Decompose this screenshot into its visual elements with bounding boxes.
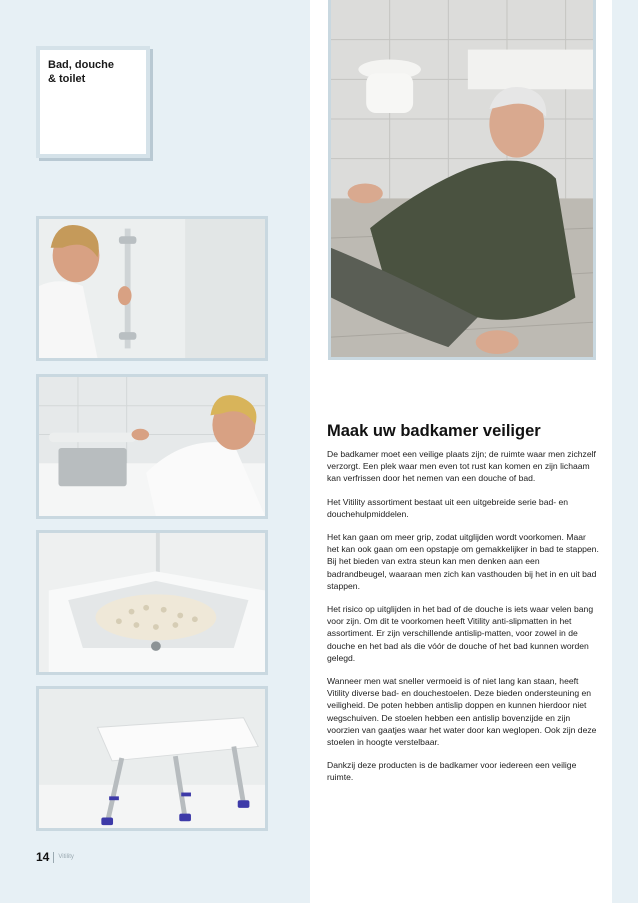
page-number: 14 (36, 850, 50, 864)
article-paragraph: Het risico op uitglijden in het bad of de douche is iets waar velen bang voor zijn. Om dit te voorkomen heeft Vitility anti-slipmatten in het assortiment. Er zijn verschillende antislip-matten, voor zowel in de douche en het bad als die vóór de douche of het bad kunnen worden gelegd. (327, 604, 594, 663)
hero-photo-fallen-man (328, 0, 596, 360)
category-label: Bad, douche & toilet (48, 59, 115, 85)
page-footer (36, 850, 74, 864)
category-card (36, 46, 150, 158)
article (327, 420, 599, 795)
article-paragraph: De badkamer moet een veilige plaats zijn; de ruimte waar men zichzelf verzorgt. Een plek waar men even tot rust kan komen en zijn lichaam kan verfrissen door het nemen van een douche of bad. (327, 449, 596, 484)
footer-divider (53, 852, 54, 863)
right-margin-strip (612, 0, 638, 903)
article-paragraph: Dankzij deze producten is de badkamer voor iedereen een veilige ruimte. (327, 760, 577, 783)
article-paragraph: Wanneer men wat sneller vermoeid is of niet lang kan staan, heeft Vitility diverse bad- en douchestoelen. Deze bieden ondersteuning en veiligheid. De poten hebben antislip doppen en kunnen hierdoor niet wegschuiven. De stoelen hebben een antislip bovenzijde en zijn voorzien van gaatjes waar het water door kan weglopen. Ook zijn deze stoelen in hoogte verstelbaar. (327, 676, 597, 748)
photo-shower-stool (36, 686, 268, 831)
photo-wall-grab-bar (36, 216, 268, 361)
article-title: Maak uw badkamer veiliger (327, 422, 541, 440)
article-paragraph: Het Vitility assortiment bestaat uit een uitgebreide serie bad- en douchehulpmiddelen. (327, 496, 569, 519)
article-paragraph: Het kan gaan om meer grip, zodat uitglijden wordt voorkomen. Maar het kan ook gaan om een opstapje om gemakkelijker in bad te stappen. Bij het bieden van extra steun kan men denken aan een badrandbeugel, waaraan men zich kan vasthouden bij het in en uit bad stappen. (327, 532, 599, 591)
footer-brand: Vitility (58, 854, 74, 860)
photo-shower-antislip-mat (36, 530, 268, 675)
photo-bath-grab-bar (36, 374, 268, 519)
